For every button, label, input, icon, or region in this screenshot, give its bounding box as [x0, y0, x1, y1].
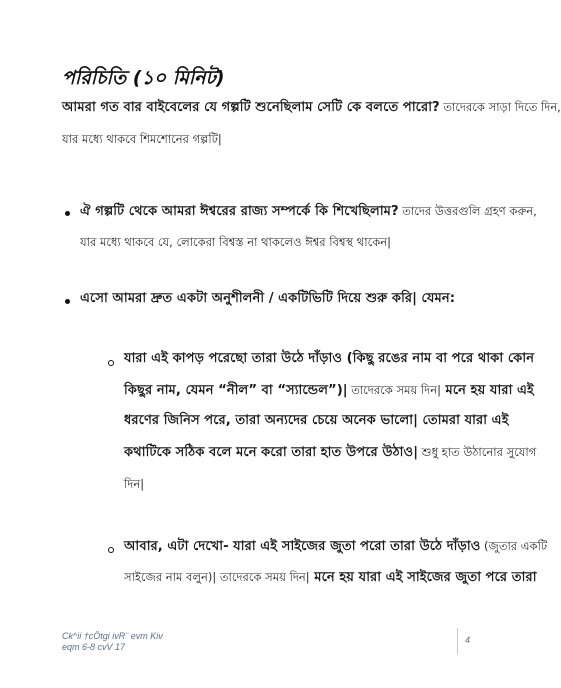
sub-bullet-2-line-1 [124, 537, 547, 556]
footer-line-2: eqm 6-8 cvV 17 [62, 642, 126, 652]
sub-bullet-1-instruction-2: শুধু হাত উঠানোর সুযোগ [418, 445, 537, 459]
sub-bullet-1-text-3: মনে হয় যারা এই [440, 383, 534, 398]
bullet-2-text: এসো আমরা দ্রুত একটা অনুশীলনী / একটিভিটি দিয়ে শুরু করি| যেমন: [80, 291, 455, 306]
sub-bullet-1-text-4: ধরণের জিনিস পরে, তারা অন্যদের চেয়ে অনেক ভালো| তোমরা যারা এই [124, 413, 509, 428]
bullet-1-instruction: তাদের উত্তরগুলি গ্রহণ করুন, [398, 204, 537, 218]
footer-title [62, 631, 163, 653]
bullet-1-question: ঐ গল্পটি থেকে আমরা ঈশ্বরের রাজ্য সম্পর্কে কি শিখেছিলাম? [80, 204, 399, 219]
bullet-icon [65, 299, 70, 304]
sub-bullet-1-instruction-1: তাদেরকে সময় দিন| [347, 383, 441, 397]
sub-bullet-1-line-4 [124, 443, 536, 462]
sub-bullet-1-instruction-3: দিন| [124, 477, 145, 491]
sub-bullet-icon [108, 360, 114, 366]
page-number: 4 [465, 635, 471, 645]
sub-bullet-2-line-2 [124, 568, 537, 587]
intro-instruction: তাদেরকে সাড়া দিতে দিন, [439, 100, 561, 114]
sub-bullet-2-text-2: মনে হয় যারা এই সাইজের জুতা পরে তারা [309, 570, 537, 585]
bullet-1-answer: যার মধ্যে থাকবে যে, লোকেরা বিশ্বস্ত না থাকলেও ঈশ্বর বিশ্বস্থ থাকেন| [80, 235, 391, 249]
sub-bullet-2-instruction-1: (জুতার একটি [480, 539, 548, 553]
footer-line-1: Ck^ii †cÖtgi ivR¨ evm Kiv [62, 631, 163, 641]
sub-bullet-1-text-2: কিছুর নাম, যেমন “নীল” বা “স্যান্ডেল”)| [124, 383, 348, 398]
bullet-1-line-2 [80, 233, 391, 252]
sub-bullet-1-line-5 [124, 475, 144, 494]
footer-divider [457, 628, 458, 654]
sub-bullet-1-line-3 [124, 412, 509, 430]
intro-question: আমরা গত বার বাইবেলের যে গল্পটি শুনেছিলাম সেটি কে বলতে পারো? [62, 100, 440, 115]
bullet-2-line-1 [80, 290, 455, 308]
sub-bullet-1-line-1 [124, 350, 534, 368]
sub-bullet-1-line-2 [124, 381, 534, 400]
sub-bullet-2-text-1: আবার, এটা দেখো- যারা এই সাইজের জুতা পরো তারা উঠে দাঁড়াও [124, 539, 481, 554]
intro-answer: যার মধ্যে থাকবে শিমশোনের গল্পটি| [62, 132, 222, 146]
sub-bullet-1-text-5: কথাটিকে সঠিক বলে মনে করো তারা হাত উপরে উঠাও| [124, 445, 419, 460]
bullet-icon [65, 211, 70, 216]
intro-line-2 [62, 130, 222, 149]
sub-bullet-icon [108, 547, 114, 553]
sub-bullet-1-text-1: যারা এই কাপড় পরেছো তারা উঠে দাঁড়াও (কিছু রঙের নাম বা পরে থাকা কোন [124, 351, 535, 366]
sub-bullet-2-instruction-2: সাইজের নাম বলুন)| তাদেরকে সময় দিন| [124, 570, 310, 584]
intro-line-1 [62, 98, 561, 117]
bullet-1-line-1 [80, 202, 537, 221]
section-heading: পরিচিতি (১০ মিনিট) [62, 67, 225, 89]
